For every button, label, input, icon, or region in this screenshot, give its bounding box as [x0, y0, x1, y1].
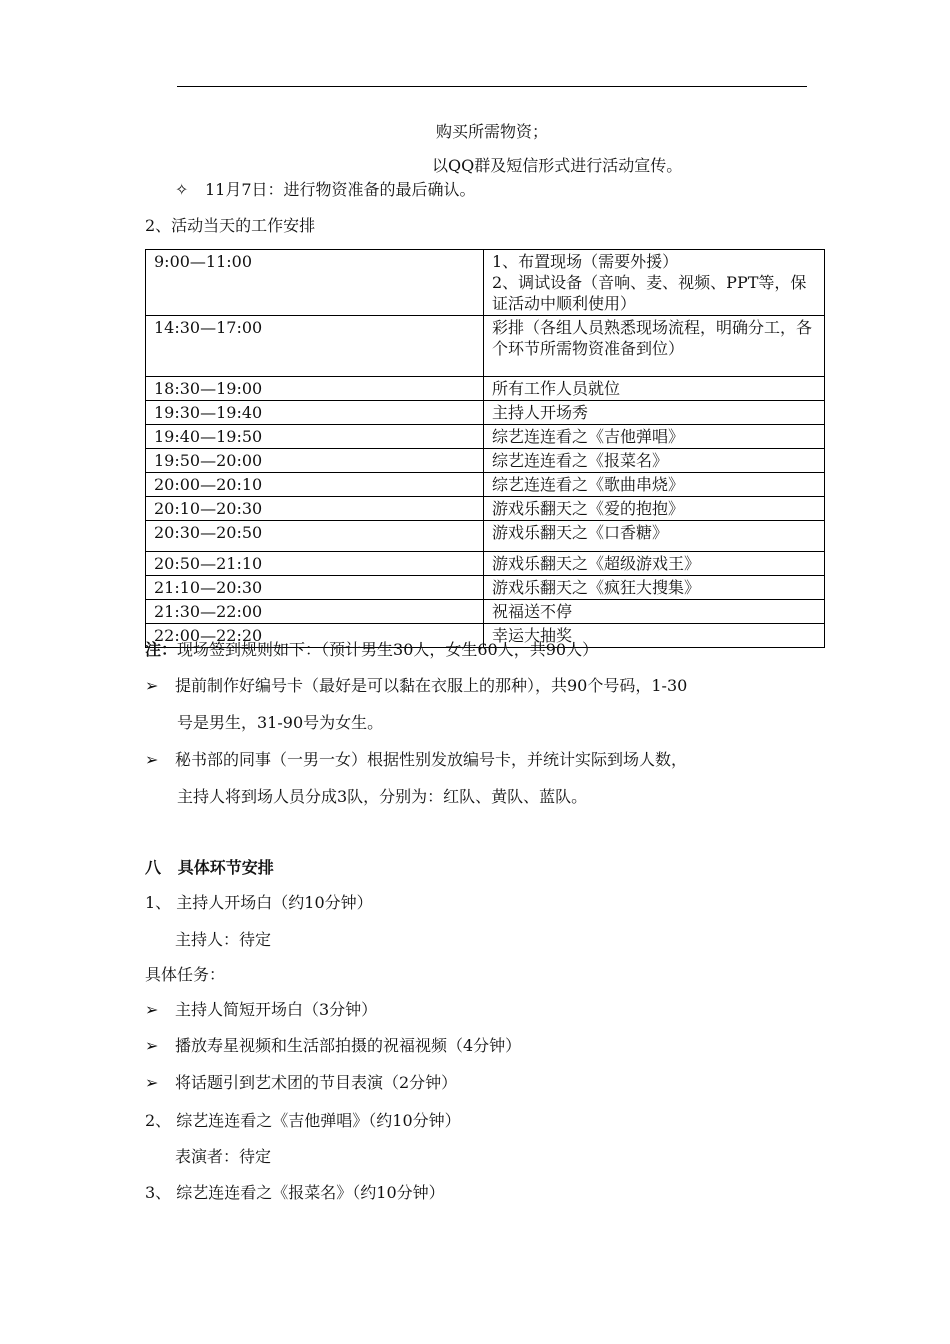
note-bullet-1-cont: 号是男生，31-90号为女生。 — [177, 713, 384, 732]
desc-cell — [484, 250, 825, 316]
time-cell: 18:30—19:00 — [146, 377, 484, 401]
table-row — [146, 250, 825, 316]
intro-line-purchase: 购买所需物资； — [436, 122, 549, 141]
arrow-bullet-icon: ➢ — [145, 1036, 159, 1055]
desc-cell: 祝福送不停 — [484, 600, 825, 624]
time-cell: 19:40—19:50 — [146, 425, 484, 449]
note-bullet-1 — [145, 676, 687, 696]
section8-item1-host: 主持人：待定 — [175, 930, 272, 949]
schedule-table — [145, 249, 825, 648]
section8-item2-performer: 表演者：待定 — [175, 1147, 272, 1166]
section2-title: 2、活动当天的工作安排 — [145, 216, 316, 235]
desc-cell: 游戏乐翻天之《爱的抱抱》 — [484, 497, 825, 521]
task-item-3 — [145, 1073, 457, 1093]
time-cell: 19:50—20:00 — [146, 449, 484, 473]
desc-cell: 综艺连连看之《歌曲串烧》 — [484, 473, 825, 497]
desc-line: 2、调试设备（音响、麦、视频、PPT等，保证活动中顺利使用） — [492, 273, 807, 313]
intro-line-promotion: 以QQ群及短信形式进行活动宣传。 — [432, 156, 683, 175]
arrow-bullet-icon: ➢ — [145, 1073, 159, 1092]
note-bullet-2-text: 秘书部的同事（一男一女）根据性别发放编号卡，并统计实际到场人数， — [175, 750, 688, 769]
time-cell: 21:10—20:30 — [146, 576, 484, 600]
note-label: 注： — [145, 640, 178, 659]
task-item-1 — [145, 1000, 377, 1020]
table-row — [146, 473, 825, 497]
table-row — [146, 576, 825, 600]
task-item-2 — [145, 1036, 521, 1056]
task-item-3-text: 将话题引到艺术团的节目表演（2分钟） — [175, 1073, 458, 1092]
note-bullet-2-cont: 主持人将到场人员分成3队，分别为：红队、黄队、蓝队。 — [177, 787, 588, 806]
note-bullet-2 — [145, 750, 687, 770]
time-cell: 9:00—11:00 — [146, 250, 484, 316]
task-item-2-text: 播放寿星视频和生活部拍摄的祝福视频（4分钟） — [175, 1036, 522, 1055]
desc-cell: 幸运大抽奖 — [484, 624, 825, 648]
table-row — [146, 552, 825, 576]
time-cell: 19:30—19:40 — [146, 401, 484, 425]
desc-cell: 彩排（各组人员熟悉现场流程，明确分工，各个环节所需物资准备到位） — [484, 316, 825, 377]
arrow-bullet-icon: ➢ — [145, 750, 159, 769]
table-row — [146, 316, 825, 377]
table-row — [146, 497, 825, 521]
diamond-bullet-icon: ✧ — [175, 180, 189, 199]
time-cell: 20:30—20:50 — [146, 521, 484, 552]
table-row — [146, 600, 825, 624]
section8-item3: 3、 综艺连连看之《报菜名》（约10分钟） — [145, 1183, 445, 1202]
note-text: 现场签到规则如下：（预计男生30人，女生60人，共90人） — [177, 640, 599, 659]
desc-line: 1、布置现场（需要外援） — [492, 252, 679, 271]
time-cell: 21:30—22:00 — [146, 600, 484, 624]
header-rule — [177, 86, 807, 87]
arrow-bullet-icon: ➢ — [145, 1000, 159, 1019]
note-bullet-1-text: 提前制作好编号卡（最好是可以黏在衣服上的那种），共90个号码，1-30 — [175, 676, 688, 695]
task-item-1-text: 主持人简短开场白（3分钟） — [175, 1000, 378, 1019]
table-row — [146, 401, 825, 425]
section8-tasks-label: 具体任务： — [145, 965, 226, 984]
table-row — [146, 521, 825, 552]
desc-cell: 游戏乐翻天之《口香糖》 — [484, 521, 825, 552]
section8-item2: 2、 综艺连连看之《吉他弹唱》（约10分钟） — [145, 1111, 461, 1130]
table-row — [146, 425, 825, 449]
time-cell: 22:00—22:20 — [146, 624, 484, 648]
time-cell: 14:30—17:00 — [146, 316, 484, 377]
desc-cell: 游戏乐翻天之《超级游戏王》 — [484, 552, 825, 576]
desc-cell: 游戏乐翻天之《疯狂大搜集》 — [484, 576, 825, 600]
desc-cell: 所有工作人员就位 — [484, 377, 825, 401]
desc-cell: 综艺连连看之《吉他弹唱》 — [484, 425, 825, 449]
intro-line-confirm — [175, 180, 476, 200]
arrow-bullet-icon: ➢ — [145, 676, 159, 695]
note-line — [145, 640, 598, 660]
desc-cell: 主持人开场秀 — [484, 401, 825, 425]
time-cell: 20:00—20:10 — [146, 473, 484, 497]
intro-line-confirm-text: 11月7日：进行物资准备的最后确认。 — [205, 180, 476, 199]
table-row — [146, 449, 825, 473]
table-row — [146, 377, 825, 401]
desc-cell: 综艺连连看之《报菜名》 — [484, 449, 825, 473]
time-cell: 20:50—21:10 — [146, 552, 484, 576]
section8-title: 八 具体环节安排 — [145, 858, 274, 877]
section8-item1: 1、 主持人开场白（约10分钟） — [145, 893, 373, 912]
time-cell: 20:10—20:30 — [146, 497, 484, 521]
